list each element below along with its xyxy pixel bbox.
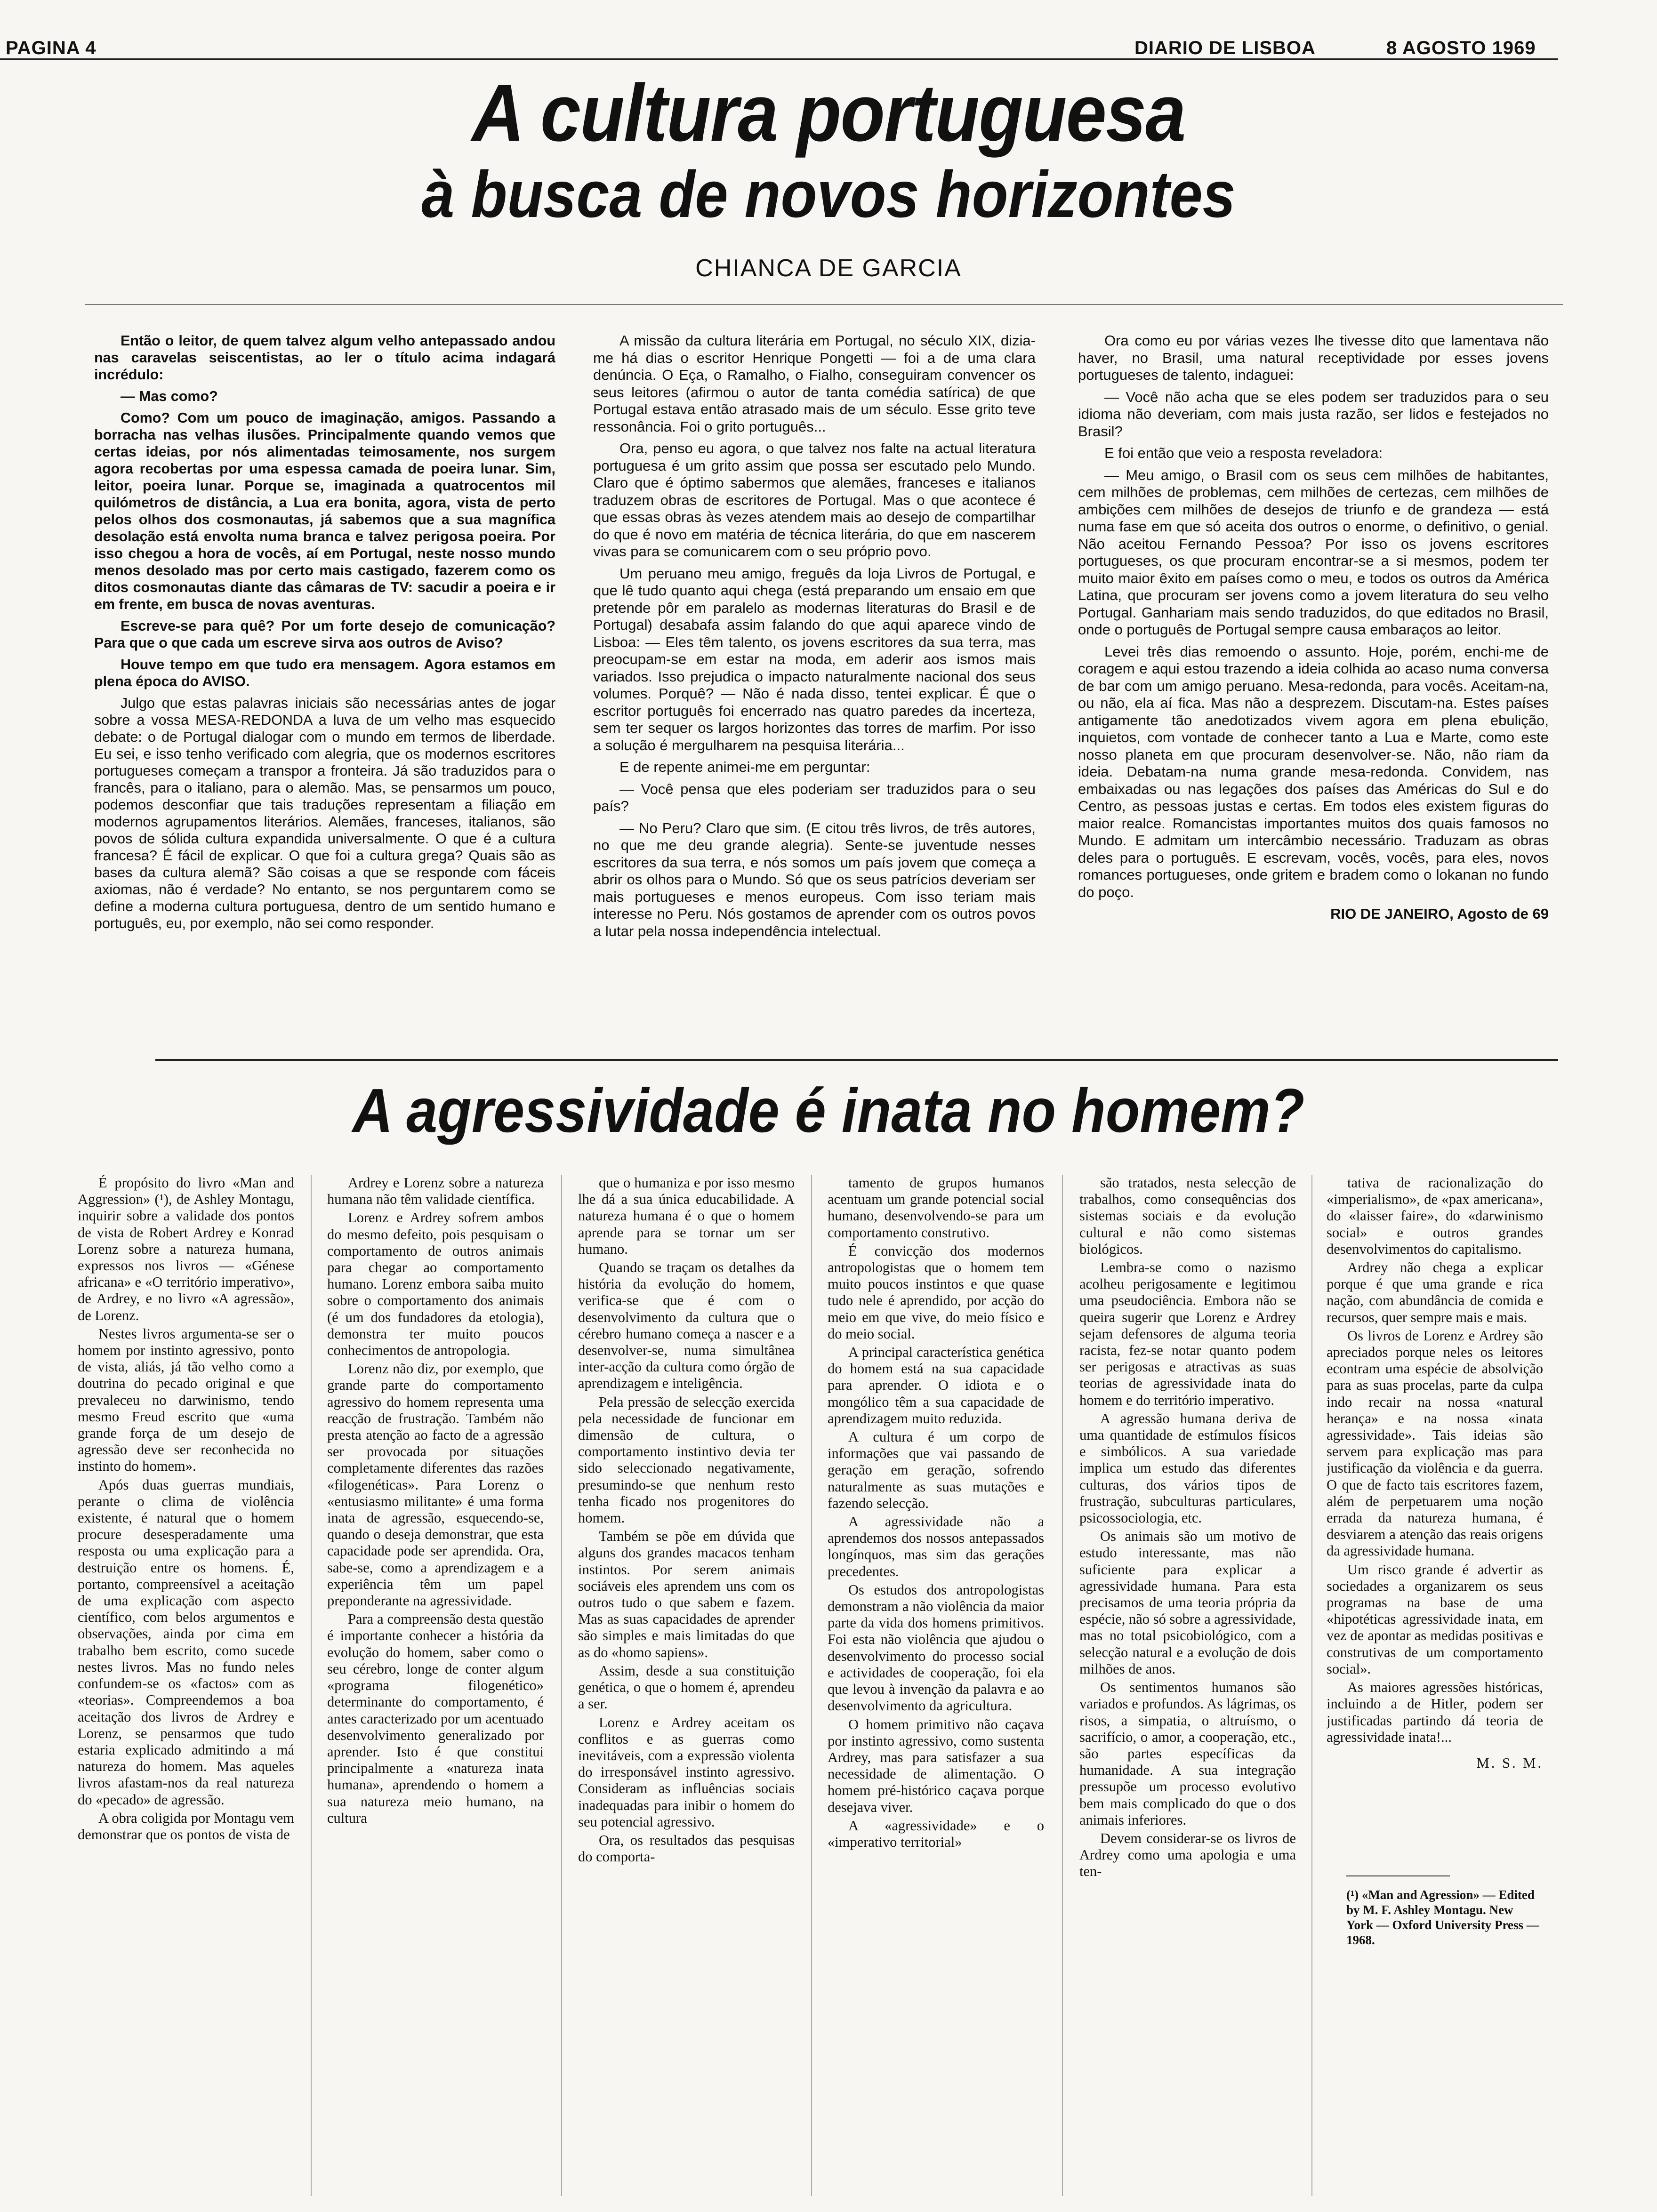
article1-column-2 xyxy=(593,332,1036,1057)
section-rule xyxy=(155,1059,1558,1061)
column-divider xyxy=(1311,1175,1312,2196)
paragraph: — Meu amigo, o Brasil com os seus cem milhões de habitantes, cem milhões de problemas, cem milhões de certezas, cem milhões de ambições cem milhões de desejos de triunfo e de grandeza — está numa fase em que só aceita dos outros o enorme, o definitivo, o genial. Não aceitou Fernando Pessoa? Por isso os jovens escritores portugueses, os que procuram encontrar-se a si mesmos, podem ter muito maior êxito em países como o meu, e todos os outros da América Latina, que procuram ser jovens como a jovem literatura do seu velho Portugal. Ganhariam mais sendo traduzidos, do que editados no Brasil, onde o português de Portugal sempre causa embaraços ao leitor. xyxy=(1078,466,1549,638)
paragraph: são tratados, nesta selecção de trabalhos, como consequências dos sistemas sociais e da evolução cultural e não como sistemas biológicos. xyxy=(1079,1175,1296,1257)
paragraph: Os livros de Lorenz e Ardrey são apreciados porque neles os leitores econtram uma espécie de absolvição para as suas procelas, parte da culpa indo recair na nossa «natural herança» e na nossa «inata agressividade». Tais ideias são servem para explicação mas para justificação da violência e da guerra. O que de facto tais escritores fazem, além de perpetuarem uma noção errada da natureza humana, é desviarem a atenção das reais origens da agressividade humana. xyxy=(1327,1327,1543,1559)
article2-column-1 xyxy=(78,1175,294,2201)
paragraph: É propósito do livro «Man and Aggression» (¹), de Ashley Montagu, inquirir sobre a validade dos pontos de vista de Robert Ardrey e Konrad Lorenz sobre a natureza humana, expressos nos livros — «Génese africana» e «O território imperativo», de Ardrey, e no livro «A agressão», de Lorenz. xyxy=(78,1175,294,1323)
paragraph: A agressividade não a aprendemos dos nossos antepassados longínquos, mas sim das gerações precedentes. xyxy=(828,1514,1044,1579)
paragraph: Quando se traçam os detalhes da história da evolução do homem, verifica-se que é com o desenvolvimento da cultura que o cérebro humano começa a nascer e a desenvolver-se, numa simultânea inter-acção da cultura como órgão de aprendizagem e inteligência. xyxy=(578,1259,795,1392)
paragraph: Após duas guerras mundiais, perante o clima de violência existente, é natural que o homem procure desesperadamente uma resposta ou uma explicação para a destruição entre os homens. É, portanto, compreensível a aceitação de uma explicação com aspecto científico, com belos argumentos e observações, ainda por cima em trabalho bem escrito, como sucede nestes livros. Mas no fundo neles confundem-se os «factos» com as «teorias». Compreendemos a boa aceitação dos livros de Ardrey e Lorenz, se pensarmos que tudo estaria explicado admitindo a má natureza do homem. Mas aqueles livros afastam-nos da real natureza do «pecado» de agressão. xyxy=(78,1476,294,1808)
article1-title-line1: A cultura portuguesa xyxy=(472,68,1185,158)
paragraph: A principal característica genética do homem está na sua capacidade para aprender. O idiota e o mongólico têm a sua capacidade de aprendizagem muito reduzida. xyxy=(828,1344,1044,1427)
article2-column-3 xyxy=(578,1175,795,2201)
column-divider xyxy=(811,1175,812,2196)
paragraph: Ardrey e Lorenz sobre a natureza humana não têm validade científica. xyxy=(327,1175,544,1208)
paragraph: — Mas como? xyxy=(121,388,218,404)
page-number: PAGINA 4 xyxy=(6,38,97,58)
paragraph: Lorenz e Ardrey sofrem ambos do mesmo defeito, pois pesquisam o comportamento de outros animais para chegar ao comportamento humano. Lorenz embora saiba muito sobre o comportamento dos animais (é um dos fundadores da etologia), demonstra ter muito poucos conhecimentos de antropologia. xyxy=(327,1210,544,1359)
paragraph: Lembra-se como o nazismo acolheu perigosamente e legitimou uma pseudociência. Embora não se queira sugerir que Lorenz e Ardrey sejam defensores de alguma teoria racista, fez-se notar quanto podem ser perigosas e atractivas as suas teorias de agressividade inata do homem e do território imperativo. xyxy=(1079,1259,1296,1408)
newspaper-name: DIARIO DE LISBOA xyxy=(1134,38,1316,58)
paragraph: Lorenz não diz, por exemplo, que grande parte do comportamento agressivo do homem representa uma reacção de frustração. Também não presta atenção ao facto de a agressão ser provocada por situações completamente diferentes das razões «filogenéticas». Para Lorenz o «entusiasmo militante» é uma forma inata de agressão, esquecendo-se, quando o deseja demonstrar, que esta capacidade pode ser aprendida. Ora, sabe-se, como a aprendizagem e a experiência têm um papel preponderante na agressividade. xyxy=(327,1361,544,1609)
paragraph: Então o leitor, de quem talvez algum velho antepassado andou nas caravelas seiscentistas, ao ler o título acima indagará incrédulo: xyxy=(94,333,555,383)
column-divider xyxy=(311,1175,312,2196)
paragraph: Ora, os resultados das pesquisas do comporta- xyxy=(578,1832,795,1865)
paragraph: A obra coligida por Montagu vem demonstrar que os pontos de vista de xyxy=(78,1810,294,1843)
column-divider xyxy=(1062,1175,1063,2196)
paragraph: É convicção dos modernos antropologistas que o homem tem muito poucos instintos e que quase tudo nele é aprendido, por acção do meio em que vive, do meio físico e do meio social. xyxy=(828,1242,1044,1342)
paragraph: Também se põe em dúvida que alguns dos grandes macacos tenham instintos. Por serem animais sociáveis eles aprendem uns com os outros tudo o que sabem e fazem. Mas as suas capacidades de aprender são simples e mais limitadas do que as do «homo sapiens». xyxy=(578,1528,795,1660)
paragraph: A agressão humana deriva de uma quantidade de estímulos físicos e simbólicos. A sua variedade implica um estudo das diferentes culturas, dos vários tipos de frustração, subculturas particulares, psicossociologia, etc. xyxy=(1079,1410,1296,1526)
paragraph: Devem considerar-se os livros de Ardrey como uma apologia e uma ten- xyxy=(1079,1830,1296,1880)
paragraph: tamento de grupos humanos acentuam um grande potencial social humano, desenvolvendo-se para um comportamento construtivo. xyxy=(828,1175,1044,1241)
article1-column-3 xyxy=(1078,332,1549,1057)
paragraph: Ora como eu por várias vezes lhe tivesse dito que lamentava não haver, no Brasil, uma natural receptividade por esses jovens portugueses de talento, indaguei: xyxy=(1078,332,1549,383)
paragraph: Um risco grande é advertir as sociedades a organizarem os seus programas na base de uma «hipotéticas agressividade inata, em vez de apontar as medidas positivas e construtivas de um comportamento social». xyxy=(1327,1561,1543,1677)
issue-date: 8 AGOSTO 1969 xyxy=(1386,38,1536,58)
paragraph: tativa de racionalização do «imperialismo», de «pax americana», do «laisser faire», do «darwinismo social» e outros grandes desenvolvimentos do capitalismo. xyxy=(1327,1175,1543,1257)
article2-column-6 xyxy=(1327,1175,1543,1871)
footnote: (¹) «Man and Agression» — Edited by M. F. Ashley Montagu. New York — Oxford University Press — 1968. xyxy=(1346,1888,1539,1947)
column-divider xyxy=(561,1175,562,2196)
paragraph: Assim, desde a sua constituição genética, o que o homem é, aprendeu a ser. xyxy=(578,1662,795,1712)
paragraph: Pela pressão de selecção exercida pela necessidade de funcionar em dimensão de cultura, o comportamento instintivo devia ter sido seleccionado negativamente, presumindo-se que nenhum resto tenha ficado nos progenitores do homem. xyxy=(578,1394,795,1526)
article2-column-2 xyxy=(327,1175,544,2201)
paragraph: Um peruano meu amigo, freguês da loja Livros de Portugal, e que lê tudo quanto aqui chega (está preparando um ensaio em que pretende pôr em paralelo as modernas literaturas do Brasil e de Portugal) desabafa assim falando do que aqui aparece vindo de Lisboa: — Eles têm talento, os jovens escritores da sua terra, mas preocupam-se em estar na moda, em aderir aos ismos mais variados. Isso prejudica o impacto naturalmente nacional dos seus volumes. Porquê? — Não é nada disso, tentei explicar. É que o escritor português foi encerrado nas quatro paredes da incerteza, sem ter sequer os largos horizontes das torres de marfim. Por isso a solução é mergulharem na pesquisa literária... xyxy=(593,565,1036,753)
article2-title: A agressividade é inata no homem? xyxy=(352,1076,1305,1145)
paragraph: A cultura é um corpo de informações que vai passando de geração em geração, sofrendo naturalmente as suas mutações e fazendo selecção. xyxy=(828,1429,1044,1511)
paragraph: Ardrey não chega a explicar porque é que uma grande e rica nação, com abundância de comida e recursos, quer sempre mais e mais. xyxy=(1327,1259,1543,1325)
paragraph: E foi então que veio a resposta reveladora: xyxy=(1104,445,1383,461)
article1-title-line2: à busca de novos horizontes xyxy=(421,157,1236,231)
article2-column-5 xyxy=(1079,1175,1296,2201)
paragraph: Como? Com um pouco de imaginação, amigos. Passando a borracha nas velhas ilusões. Principalmente quando vemos que certas ideias, por nós alimentadas teimosamente, nos surgem agora recobertas por uma espessa camada de poeira lunar. Sim, leitor, poeira lunar. Porque se, imaginada a quatrocentos mil quilómetros de distância, a Lua era bonita, agora, vista de perto pelos olhos dos cosmonautas, já sabemos que a sua magnífica desolação está envolta numa branca e talvez perigosa poeira. Por isso chegou a hora de vocês, aí em Portugal, neste nosso mundo menos desolado mas por certo mais castigado, fazerem como os ditos cosmonautas diante das câmaras de TV: sacudir a poeira e ir em frente, em busca de novas aventuras. xyxy=(94,410,555,612)
article1-byline: CHIANCA DE GARCIA xyxy=(695,255,962,282)
paragraph: E de repente animei-me em perguntar: xyxy=(619,759,870,775)
paragraph: Os sentimentos humanos são variados e profundos. As lágrimas, os risos, a simpatia, o altruísmo, o sacrifício, o amor, a cooperação, etc., são partes específicas da humanidade. A sua integração pressupõe um processo evolutivo bem mais complicado do que o dos animais inferiores. xyxy=(1079,1679,1296,1828)
article1-column-1 xyxy=(94,332,555,1057)
paragraph: Para a compreensão desta questão é importante conhecer a história da evolução do homem, saber como o seu cérebro, longe de conter algum «programa filogenético» determinante do comportamento, é antes caracterizado por um acentuado desenvolvimento generalizado por aprender. Isto é que constitui principalmente a «natureza inata humana», aprendendo o homem a sua natureza meio humano, na cultura xyxy=(327,1611,544,1826)
paragraph: Levei três dias remoendo o assunto. Hoje, porém, enchi-me de coragem e aqui estou trazendo a ideia colhida ao acaso numa conversa de bar com um amigo peruano. Mesa-redonda, para vocês. Aceitam-na, ou não, ela aí fica. Mas não a desprezem. Discutam-na. Estes países antigamente tão anedotizados vivem agora em plena ebulição, inquietos, com vontade de conhecer tanto a Lua e Marte, como este nosso planeta em que procuram desenvolver-se. Não, não riam da ideia. Debatam-na numa grande mesa-redonda. Convidem, nas embaixadas ou nas legações dos países das Américas do Sul e do Centro, as pessoas justas e certas. Em todos eles existem figuras do maior realce. Romancistas importantes muitos dos quais famosos no Mundo. E admitam um intercâmbio necessário. Traduzam as obras deles para o português. E escrevam, vocês, vocês, para eles, novos romances portugueses, onde gritem e bradem como o lokanan no fundo do poço. xyxy=(1078,643,1549,900)
paragraph: O homem primitivo não caçava por instinto agressivo, como sustenta Ardrey, mas para satisfazer a sua necessidade de alimentação. O homem pré-histórico caçava porque desejava viver. xyxy=(828,1716,1044,1815)
article1-signature: RIO DE JANEIRO, Agosto de 69 xyxy=(1330,906,1549,922)
paragraph: — Você não acha que se eles podem ser traduzidos para o seu idioma não deveriam, com mais justa razão, ser lidos e festejados no Brasil? xyxy=(1078,388,1549,440)
byline-rule xyxy=(85,304,1563,305)
paragraph: Julgo que estas palavras iniciais são necessárias antes de jogar sobre a vossa MESA-REDONDA a luva de um velho mas esquecido debate: o de Portugal dialogar com o mundo em termos de liberdade. Eu sei, e isso tenho verificado com alegria, que os modernos escritores portugueses começam a transpor a fronteira. Já são traduzidos para o francês, para o italiano, para o alemão. Mas, se pensarmos um pouco, podemos desconfiar que tais traduções representam a filiação em modernos agrupamentos literários. Alemães, franceses, italianos, são povos de sólida cultura expandida universalmente. O que é a cultura francesa? É fácil de explicar. O que foi a cultura grega? Quais são as bases da cultura alemã? São coisas a que se responde com fáceis axiomas, não é verdade? No entanto, se nos perguntarem como se define a moderna cultura portuguesa, dentro de um sentido humano e português, eu, por exemplo, não sei como responder. xyxy=(94,695,555,931)
paragraph: As maiores agressões históricas, incluindo a de Hitler, podem ser justificadas partindo dá teoria de agressividade inata!... xyxy=(1327,1679,1543,1745)
paragraph: — Você pensa que eles poderiam ser traduzidos para o seu país? xyxy=(593,780,1036,814)
paragraph: — No Peru? Claro que sim. (E citou três livros, de três autores, no que me deu grande alegria). Sente-se juventude nesses escritores da sua terra, e nós somos um país jovem que começa a abrir os olhos para o Mundo. Só que os seus patrícios deveriam ser mais portugueses e menos europeus. Com isso teriam mais interesse no Peru. Nós gostamos de aprender com os outros povos a lutar pela nossa independência intelectual. xyxy=(593,819,1036,939)
footnote-rule xyxy=(1346,1875,1450,1876)
paragraph: que o humaniza e por isso mesmo lhe dá a sua única educabilidade. A natureza humana é o que o homem aprende para se tornar um ser humano. xyxy=(578,1175,795,1257)
author-initials: M. S. M. xyxy=(1476,1755,1543,1771)
paragraph: Lorenz e Ardrey aceitam os conflitos e as guerras como inevitáveis, com a expressão violenta do irresponsável instinto agressivo. Consideram as influências sociais inadequadas para inibir o homem do seu potencial agressivo. xyxy=(578,1714,795,1830)
paragraph: Escreve-se para quê? Por um forte desejo de comunicação? Para que o que cada um escreve sirva aos outros de Aviso? xyxy=(94,618,555,651)
article2-column-4 xyxy=(828,1175,1044,2201)
paragraph: Houve tempo em que tudo era mensagem. Agora estamos em plena época do AVISO. xyxy=(94,657,555,689)
header-rule xyxy=(0,58,1558,60)
paragraph: Ora, penso eu agora, o que talvez nos falte na actual literatura portuguesa é um grito assim que possa ser escutado pelo Mundo. Claro que é óptimo sabermos que alemães, franceses e italianos traduzem obras de escritores de Portugal. Mas o que acontece é que essas obras às vezes atendem mais ao desejo de compartilhar do que é novo em matéria de técnica literária, do que em nascerem vivas para se comunicarem com o seu próprio povo. xyxy=(593,440,1036,560)
paragraph: Nestes livros argumenta-se ser o homem por instinto agressivo, ponto de vista, aliás, já tão velho como a doutrina do pecado original e que prevaleceu no darwinismo, tendo mesmo Freud escrito que «uma grande força de um desejo de agressão deve ser reconhecida no instinto do homem». xyxy=(78,1325,294,1475)
paragraph: Os estudos dos antropologistas demonstram a não violência da maior parte da vida dos homens primitivos. Foi esta não violência que ajudou o desenvolvimento do processo social e actividades de cooperação, foi ela que levou à invenção da palavra e ao desenvolvimento da agricultura. xyxy=(828,1581,1044,1714)
paragraph: A missão da cultura literária em Portugal, no século XIX, dizia-me há dias o escritor Henrique Pongetti — foi a de uma clara denúncia. O Eça, o Ramalho, o Fialho, conseguiram convencer os seus leitores (afirmou o autor de tanta comédia satírica) de que Portugal estava então atrasado mais de um século. Esse grito teve ressonância. Foi o grito português... xyxy=(593,332,1036,435)
paragraph: A «agressividade» e o «imperativo territorial» xyxy=(828,1817,1044,1850)
page-header xyxy=(0,29,1657,57)
paragraph: Os animais são um motivo de estudo interessante, mas não suficiente para explicar a agressividade humana. Para esta precisamos de uma teoria própria da espécie, não só sobre a agressividade, mas no total psicobiológico, com a selecção natural e a evolução de dois milhões de anos. xyxy=(1079,1528,1296,1677)
